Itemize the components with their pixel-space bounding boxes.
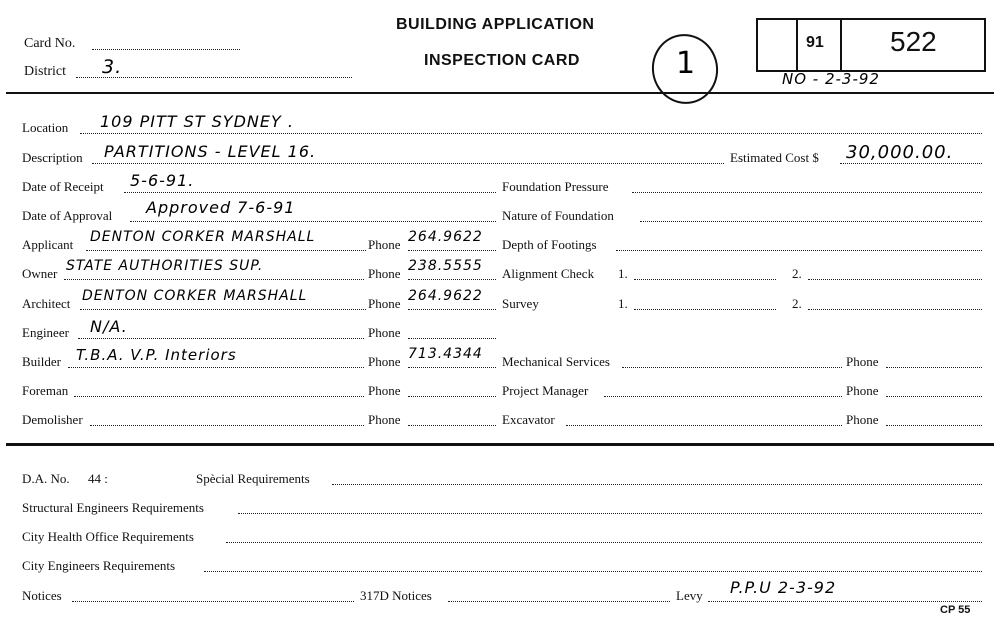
structural-requirements-line — [238, 513, 982, 514]
owner-phone-line — [408, 279, 496, 280]
survey-2-label: 2. — [792, 296, 802, 311]
demolisher-phone-label: Phone — [368, 412, 401, 427]
description-value: PARTITIONS - LEVEL 16. — [104, 142, 317, 161]
applicant-label: Applicant — [22, 237, 74, 252]
architect-line — [80, 309, 366, 310]
alignment-1-label: 1. — [618, 266, 628, 281]
foreman-phone-line — [408, 396, 496, 397]
survey-label: Survey — [502, 296, 539, 311]
levy-label: Levy — [676, 588, 703, 603]
section-rule — [6, 443, 994, 446]
excavator-phone-label: Phone — [846, 412, 879, 427]
alignment-1-line — [634, 279, 776, 280]
applicant-phone-line — [408, 250, 496, 251]
health-requirements-label: City Health Office Requirements — [22, 529, 194, 544]
date-receipt-label: Date of Receipt — [22, 179, 104, 194]
depth-footings-line — [616, 250, 982, 251]
date-approval-line — [130, 221, 496, 222]
alignment-2-label: 2. — [792, 266, 802, 281]
card-no-label: Card No. — [24, 36, 76, 51]
builder-label: Builder — [22, 354, 61, 369]
engineer-line — [78, 338, 364, 339]
estimated-cost-label: Estimated Cost $ — [730, 150, 819, 165]
district-label: District — [24, 64, 66, 79]
notices-label: Notices — [22, 588, 62, 603]
builder-value: T.B.A. V.P. Interiors — [76, 346, 237, 364]
engineer-phone-label: Phone — [368, 325, 401, 340]
mechanical-phone-line — [886, 367, 982, 368]
header-rule — [6, 92, 994, 94]
box-divider-2 — [840, 18, 842, 72]
city-engineers-label: City Engineers Requirements — [22, 558, 176, 573]
alignment-check-label: Alignment Check — [502, 266, 595, 281]
card-number-box — [756, 18, 986, 72]
engineer-value: N/A. — [90, 317, 128, 336]
location-label: Location — [22, 120, 69, 135]
applicant-line — [86, 250, 366, 251]
circled-number: 1 — [676, 46, 697, 81]
alignment-2-line — [808, 279, 982, 280]
builder-phone-value: 713.4344 — [408, 346, 483, 362]
nature-foundation-line — [640, 221, 982, 222]
owner-value: STATE AUTHORITIES SUP. — [66, 258, 264, 274]
survey-1-label: 1. — [618, 296, 628, 311]
card-no-line — [92, 49, 240, 50]
architect-value: DENTON CORKER MARSHALL — [82, 288, 308, 304]
foundation-pressure-line — [632, 192, 982, 193]
district-value: 3. — [102, 56, 123, 78]
estimated-cost-value: 30,000.00. — [846, 142, 954, 163]
health-requirements-line — [226, 542, 982, 543]
applicant-phone-label: Phone — [368, 237, 401, 252]
nature-foundation-label: Nature of Foundation — [502, 208, 614, 223]
project-manager-line — [604, 396, 842, 397]
levy-line — [708, 601, 982, 602]
levy-value: P.P.U 2-3-92 — [730, 578, 837, 597]
demolisher-phone-line — [408, 425, 496, 426]
box-divider-1 — [796, 18, 798, 72]
demolisher-line — [90, 425, 364, 426]
demolisher-label: Demolisher — [22, 412, 83, 427]
foundation-pressure-label: Foundation Pressure — [502, 179, 609, 194]
location-value: 109 PITT ST SYDNEY . — [100, 112, 294, 131]
mechanical-line — [622, 367, 842, 368]
excavator-phone-line — [886, 425, 982, 426]
architect-phone-label: Phone — [368, 296, 401, 311]
date-receipt-value: 5-6-91. — [130, 171, 195, 190]
mechanical-phone-label: Phone — [846, 354, 879, 369]
notices-line — [72, 601, 354, 602]
estimated-cost-line — [840, 163, 982, 164]
box-year: 91 — [806, 34, 824, 51]
special-requirements-line — [332, 484, 982, 485]
structural-requirements-label: Structural Engineers Requirements — [22, 500, 204, 515]
notices-317d-label: 317D Notices — [360, 588, 432, 603]
box-note: NO - 2-3-92 — [782, 70, 880, 88]
foreman-phone-label: Phone — [368, 383, 401, 398]
builder-phone-label: Phone — [368, 354, 401, 369]
project-manager-label: Project Manager — [502, 383, 589, 398]
depth-footings-label: Depth of Footings — [502, 237, 597, 252]
survey-1-line — [634, 309, 776, 310]
special-requirements-label: Spècial Requirements — [196, 471, 310, 486]
notices-317d-line — [448, 601, 670, 602]
project-manager-phone-line — [886, 396, 982, 397]
location-line — [80, 133, 982, 134]
date-receipt-line — [124, 192, 496, 193]
owner-phone-label: Phone — [368, 266, 401, 281]
owner-line — [64, 279, 364, 280]
applicant-value: DENTON CORKER MARSHALL — [90, 229, 316, 245]
da-no-label: D.A. No. — [22, 471, 70, 486]
project-manager-phone-label: Phone — [846, 383, 879, 398]
architect-phone-line — [408, 309, 496, 310]
description-line — [92, 163, 724, 164]
owner-phone-value: 238.5555 — [408, 258, 483, 274]
builder-phone-line — [408, 367, 496, 368]
builder-line — [68, 367, 364, 368]
mechanical-label: Mechanical Services — [502, 354, 610, 369]
survey-2-line — [808, 309, 982, 310]
da-no-value: 44 : — [88, 471, 108, 486]
excavator-line — [566, 425, 842, 426]
box-number: 522 — [890, 26, 937, 57]
form-code: CP 55 — [940, 604, 971, 616]
date-approval-value: Approved 7-6-91 — [146, 198, 296, 217]
excavator-label: Excavator — [502, 412, 555, 427]
foreman-label: Foreman — [22, 383, 69, 398]
owner-label: Owner — [22, 266, 58, 281]
architect-label: Architect — [22, 296, 71, 311]
city-engineers-line — [204, 571, 982, 572]
foreman-line — [74, 396, 364, 397]
applicant-phone-value: 264.9622 — [408, 229, 483, 245]
title-line-1: BUILDING APPLICATION — [396, 16, 595, 33]
description-label: Description — [22, 150, 83, 165]
engineer-label: Engineer — [22, 325, 69, 340]
title-line-2: INSPECTION CARD — [424, 52, 580, 69]
date-approval-label: Date of Approval — [22, 208, 113, 223]
engineer-phone-line — [408, 338, 496, 339]
architect-phone-value: 264.9622 — [408, 288, 483, 304]
